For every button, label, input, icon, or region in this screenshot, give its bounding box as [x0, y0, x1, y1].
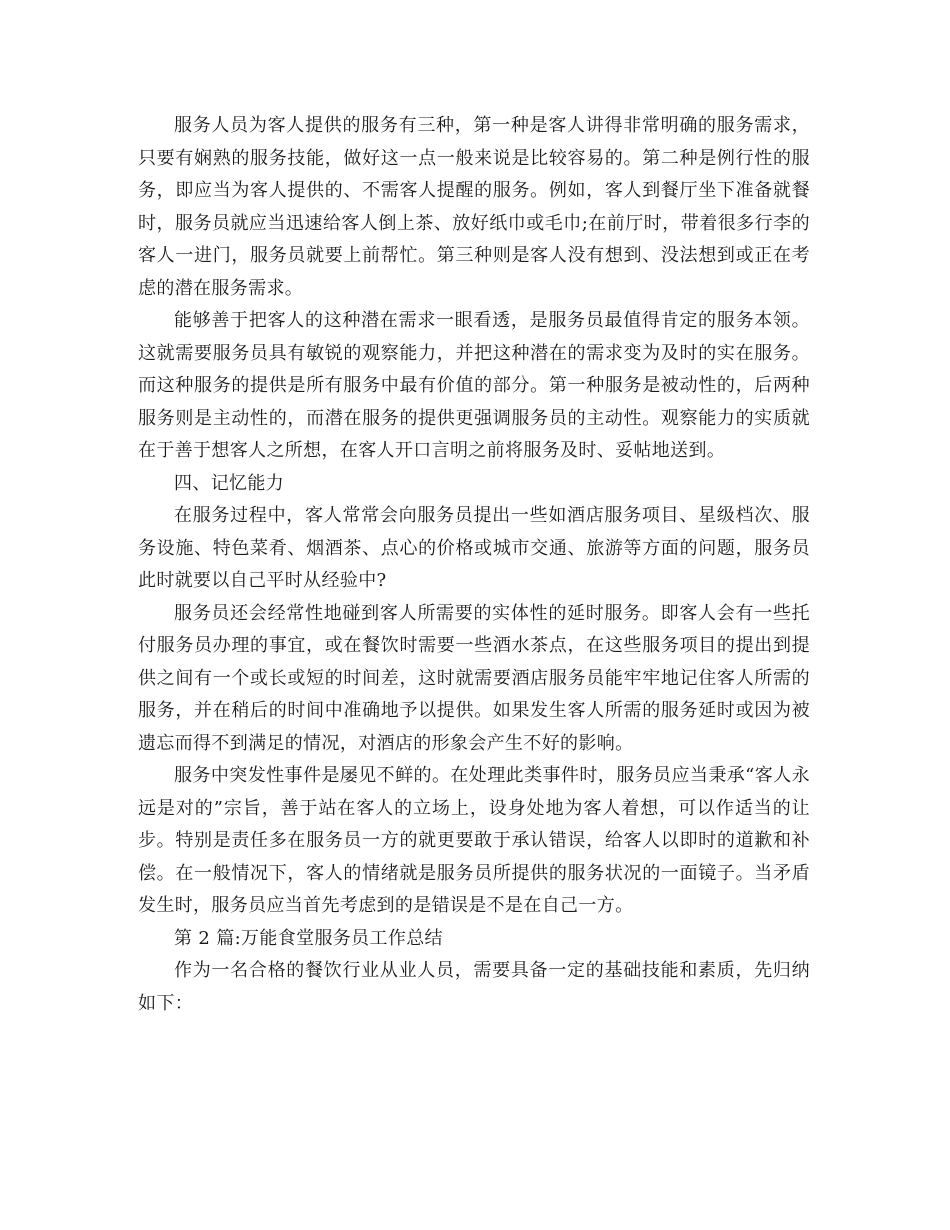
paragraph-basic-skills-intro: 作为一名合格的餐饮行业从业人员，需要具备一定的基础技能和素质，先归纳如下：	[138, 960, 810, 1014]
paragraph-delayed-service: 服务员还会经常性地碰到客人所需要的实体性的延时服务。即客人会有一些托付服务员办理的事宜，或在餐饮时需要一些酒水茶点，在这些服务项目的提出到提供之间有一个或长或短的时间差，这时就需要酒店服务员能牢牢地记住客人所需的服务，并在稍后的时间中准确地予以提供。如果发生客人所需的服务延时或因为被遗忘而得不到满足的情况，对酒店的形象会产生不好的影响。	[138, 602, 810, 754]
paragraph-guest-questions: 在服务过程中，客人常常会向服务员提出一些如酒店服务项目、星级档次、服务设施、特色菜肴、烟酒茶、点心的价格或城市交通、旅游等方面的问题，服务员此时就要以自己平时从经验中?	[138, 505, 810, 591]
document-page	[138, 110, 810, 1020]
article-heading-part-2: 第 2 篇:万能食堂服务员工作总结	[174, 927, 443, 949]
section-heading-memory-ability: 四、记忆能力	[174, 472, 285, 494]
paragraph-service-types: 服务人员为客人提供的服务有三种，第一种是客人讲得非常明确的服务需求，只要有娴熟的服务技能，做好这一点一般来说是比较容易的。第二种是例行性的服务，即应当为客人提供的、不需客人提醒的服务。例如，客人到餐厅坐下准备就餐时，服务员就应当迅速给客人倒上茶、放好纸巾或毛巾;在前厅时，带着很多行李的客人一进门，服务员就要上前帮忙。第三种则是客人没有想到、没法想到或正在考虑的潜在服务需求。	[138, 115, 810, 299]
paragraph-observation-ability: 能够善于把客人的这种潜在需求一眼看透，是服务员最值得肯定的服务本领。这就需要服务员具有敏锐的观察能力，并把这种潜在的需求变为及时的实在服务。而这种服务的提供是所有服务中最有价值的部分。第一种服务是被动性的，后两种服务则是主动性的，而潜在服务的提供更强调服务员的主动性。观察能力的实质就在于善于想客人之所想，在客人开口言明之前将服务及时、妥帖地送到。	[138, 310, 810, 461]
paragraph-emergency-handling: 服务中突发性事件是屡见不鲜的。在处理此类事件时，服务员应当秉承“客人永远是对的”宗旨，善于站在客人的立场上，设身处地为客人着想，可以作适当的让步。特别是责任多在服务员一方的就更要敢于承认错误，给客人以即时的道歉和补偿。在一般情况下，客人的情绪就是服务员所提供的服务状况的一面镜子。当矛盾发生时，服务员应当首先考虑到的是错误是不是在自己一方。	[138, 765, 810, 916]
